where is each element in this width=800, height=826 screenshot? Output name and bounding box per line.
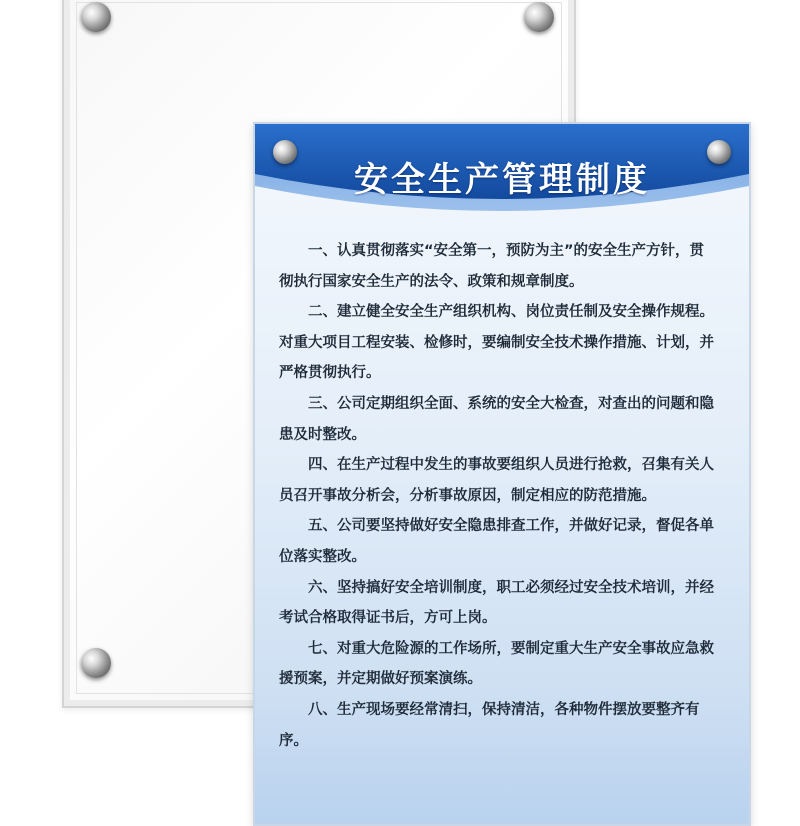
bolt-icon (81, 648, 111, 678)
regulation-item: 三、公司定期组织全面、系统的安全大检查，对查出的问题和隐患及时整改。 (279, 395, 714, 443)
regulation-item: 四、在生产过程中发生的事故要组织人员进行抢救，召集有关人员召开事故分析会，分析事故原因，制定相应的防范措施。 (279, 457, 714, 504)
safety-regulation-sign (253, 122, 751, 826)
bolt-icon (707, 140, 731, 164)
bolt-icon (273, 140, 297, 164)
bolt-icon (524, 2, 554, 32)
regulation-item: 五、公司要坚持做好安全隐患排查工作，并做好记录，督促各单位落实整改。 (279, 518, 714, 565)
sign-header-banner (255, 124, 749, 234)
regulation-item: 一、认真贯彻落实“安全第一，预防为主”的安全生产方针，贯彻执行国家安全生产的法令、政策和规章制度。 (279, 243, 705, 290)
regulation-list (279, 236, 717, 756)
regulation-item: 二、建立健全安全生产组织机构、岗位责任制及安全操作规程。对重大项目工程安装、检修时，要编制安全技术操作措施、计划，并严格贯彻执行。 (279, 304, 714, 382)
regulation-item: 六、坚持搞好安全培训制度，职工必须经过安全技术培训，并经考试合格取得证书后，方可上岗。 (279, 579, 714, 627)
bolt-icon (81, 2, 111, 32)
regulation-item: 七、对重大危险源的工作场所，要制定重大生产安全事故应急救援预案，并定期做好预案演练。 (279, 640, 714, 688)
sign-title: 安全生产管理制度 (354, 160, 650, 200)
regulation-item: 八、生产现场要经常清扫，保持清洁，各种物件摆放要整齐有序。 (279, 701, 700, 749)
